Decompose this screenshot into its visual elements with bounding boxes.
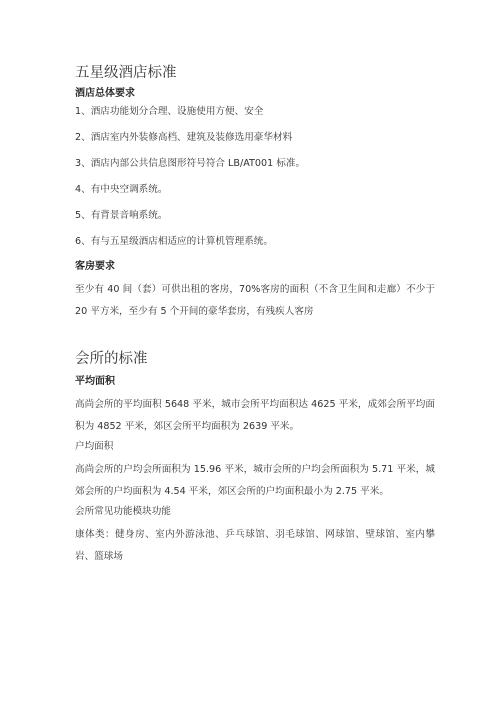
requirement-item: 1、酒店功能划分合理、设施使用方便、安全: [75, 106, 264, 117]
requirement-item: 2、酒店室内外装修高档、建筑及装修选用豪华材料: [75, 132, 293, 143]
function-modules-heading: 会所常见功能模块功能: [75, 506, 171, 517]
function-modules-text: 康体类：健身房、室内外游泳池、乒乓球馆、羽毛球馆、网球馆、壁球馆、室内攀岩、篮球场: [75, 529, 435, 562]
requirement-item: 4、有中央空调系统。: [75, 184, 168, 195]
room-requirements-heading: 客房要求: [75, 261, 115, 272]
general-requirements-heading: 酒店总体要求: [75, 88, 135, 99]
room-requirements-text: 至少有 40 间（套）可供出租的客房，70%客房的面积（不含卫生间和走廊）不少于 20 平方米，至少有 5 个开间的豪华套房，有残疾人客房: [75, 284, 435, 317]
average-area-text: 高尚会所的平均面积 5648 平米，城市会所平均面积达 4625 平米，成郊会所平均面积为 4852 平米，郊区会所平均面积为 2639 平米。: [75, 399, 435, 432]
requirement-item: 6、有与五星级酒店相适应的计算机管理系统。: [75, 236, 273, 247]
club-standard-title: 会所的标准: [75, 351, 148, 367]
household-area-heading: 户均面积: [75, 441, 114, 452]
household-area-text: 高尚会所的户均会所面积为 15.96 平米，城市会所的户均会所面积为 5.71 平米，城郊会所的户均面积为 4.54 平米，郊区会所的户均面积最小为 2.75 平米。: [75, 464, 435, 497]
document-page: [75, 62, 435, 567]
average-area-heading: 平均面积: [75, 376, 115, 387]
requirement-item: 5、有背景音响系统。: [75, 210, 168, 221]
requirement-item: 3、酒店内部公共信息图形符号符合 LB/AT001 标准。: [75, 158, 306, 169]
hotel-standard-title: 五星级酒店标准: [75, 65, 177, 81]
